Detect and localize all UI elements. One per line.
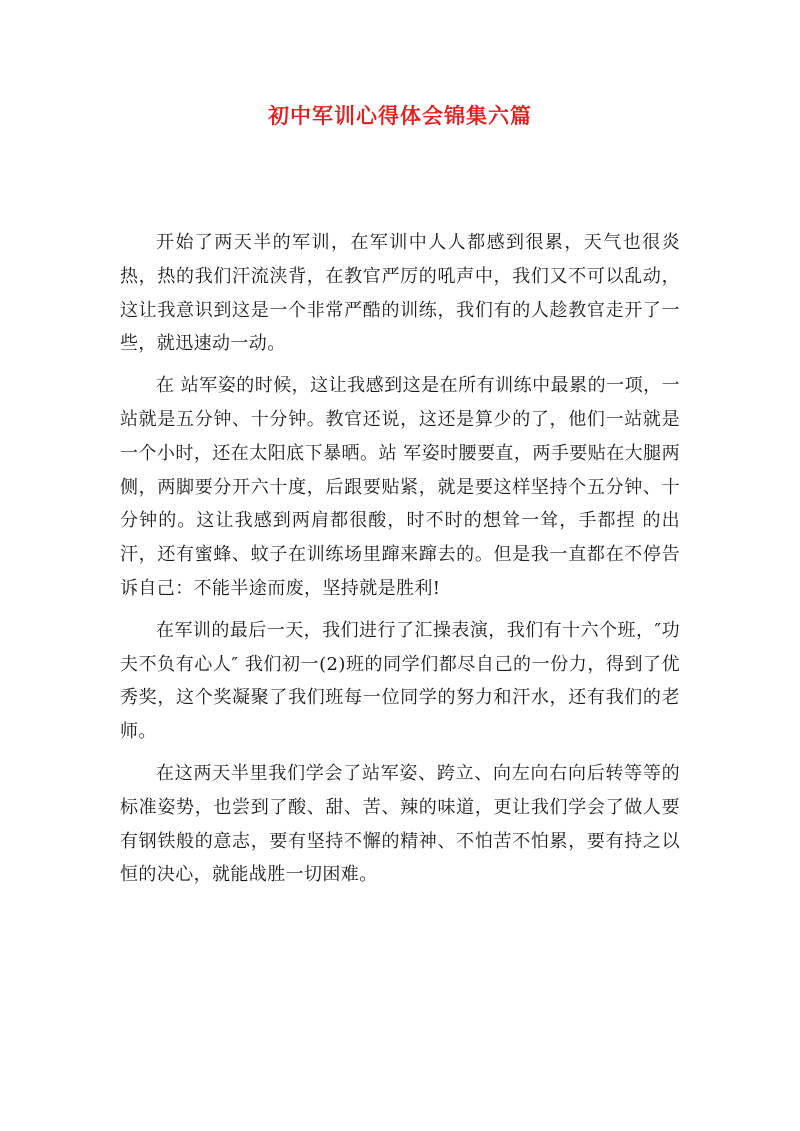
- document-title: 初中军训心得体会锦集六篇: [268, 103, 532, 128]
- paragraph-4: 在这两天半里我们学会了站军姿、跨立、向左向右向后转等等的标准姿势，也尝到了酸、甜、苦、辣的味道，更让我们学会了做人要有钢铁般的意志，要有坚持不懈的精神、不怕苦不怕累，要有持之以恒的决心，就能战胜一切困难。: [120, 762, 680, 886]
- paragraph-1: 开始了两天半的军训，在军训中人人都感到很累，天气也很炎热，热的我们汗流浃背，在教官严厉的吼声中，我们又不可以乱动，这让我意识到这是一个非常严酷的训练，我们有的人趁教官走开了一些，就迅速动一动。: [120, 232, 680, 355]
- paragraph-2: 在 站军姿的时候，这让我感到这是在所有训练中最累的一项，一站就是五分钟、十分钟。教官还说，这还是算少的了，他们一站就是一个小时，还在太阳底下暴晒。站 军姿时腰要直，两手要贴在大腿两侧，两脚要分开六十度，后跟要贴紧，就是要这样坚持个五分钟、十分钟的。这让我感到两肩都很酸，时不时的想耸一耸，手都捏 的出汗，还有蜜蜂、蚊子在训练场里蹿来蹿去的。但是我一直都在不停告诉自己：不能半途而废，坚持就是胜利!: [120, 375, 680, 599]
- paragraph-3: 在军训的最后一天，我们进行了汇操表演，我们有十六个班，″功夫不负有心人″ 我们初一(2)班的同学们都尽自己的一份力，得到了优秀奖，这个奖凝聚了我们班每一位同学的努力和汗水，还有我们的老师。: [120, 619, 680, 743]
- document-body: [120, 226, 680, 900]
